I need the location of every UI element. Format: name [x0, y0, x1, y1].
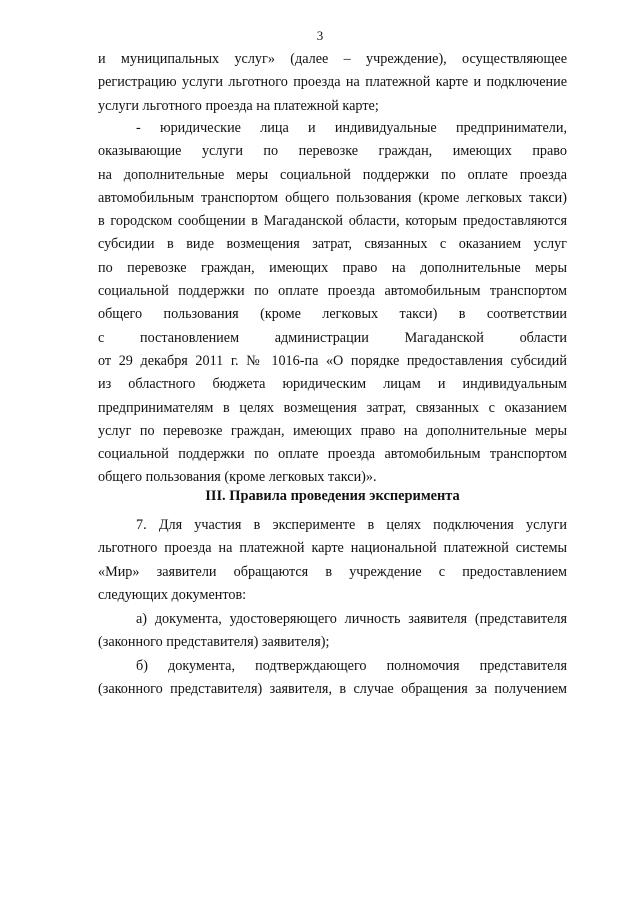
text-line: от 29 декабря 2011 г. № 1016-па «О порядке предоставления субсидий [98, 352, 567, 369]
text-line: автомобильным транспортом общего пользования (кроме легковых такси) [98, 189, 567, 206]
page-number: 3 [316, 28, 324, 43]
section-heading: III. Правила проведения эксперимента [205, 488, 460, 504]
text-line: 7. Для участия в эксперименте в целях подключения услуги [136, 517, 567, 533]
text-line: общего пользования (кроме легковых такси)». [98, 469, 377, 486]
text-line: предпринимателям в целях возмещения затрат, связанных с оказанием [98, 399, 567, 416]
text-line: «Мир» заявители обращаются в учреждение с предоставлением [98, 563, 567, 580]
text-line: и муниципальных услуг» (далее – учреждение), осуществляющее [98, 51, 567, 67]
text-line: б) документа, подтверждающего полномочия представителя [136, 658, 567, 674]
text-line: с постановлением администрации Магаданской области [98, 329, 567, 346]
text-line: (законного представителя) заявителя, в случае обращения за получением [98, 681, 567, 698]
text-line: субсидии в виде возмещения затрат, связанных с оказанием услуг [98, 236, 567, 253]
text-line: - юридические лица и индивидуальные предприниматели, [136, 120, 567, 136]
text-line: на дополнительные меры социальной поддержки по оплате проезда [98, 166, 567, 183]
text-line: следующих документов: [98, 586, 247, 603]
text-line: регистрацию услуги льготного проезда на платежной карте и подключение [98, 74, 567, 91]
paragraph-item-b [98, 655, 567, 702]
text-line: по перевозке граждан, имеющих право на дополнительные меры [98, 259, 567, 276]
text-line: (законного представителя) заявителя); [98, 634, 330, 651]
text-line: льготного проезда на платежной карте национальной платежной системы [98, 540, 567, 557]
text-line: социальной поддержки по оплате проезда автомобильным транспортом [98, 283, 567, 300]
paragraph-item-a [98, 608, 567, 655]
text-line: услуг по перевозке граждан, имеющих право на дополнительные меры [98, 422, 567, 439]
paragraph-item-7 [98, 514, 567, 607]
text-line: в городском сообщении в Магаданской области, которым предоставляются [98, 213, 567, 230]
paragraph-legal-entities [98, 117, 567, 490]
text-line: социальной поддержки по оплате проезда автомобильным транспортом [98, 446, 567, 463]
text-line: услуги льготного проезда на платежной карте; [98, 97, 379, 114]
text-line: оказывающие услуги по перевозке граждан, имеющих право [98, 143, 567, 160]
paragraph-institution [98, 48, 567, 118]
text-line: общего пользования (кроме легковых такси) в соответствии [98, 306, 567, 323]
text-line: а) документа, удостоверяющего личность заявителя (представителя [136, 611, 567, 627]
text-line: из областного бюджета юридическим лицам и индивидуальным [98, 376, 567, 393]
